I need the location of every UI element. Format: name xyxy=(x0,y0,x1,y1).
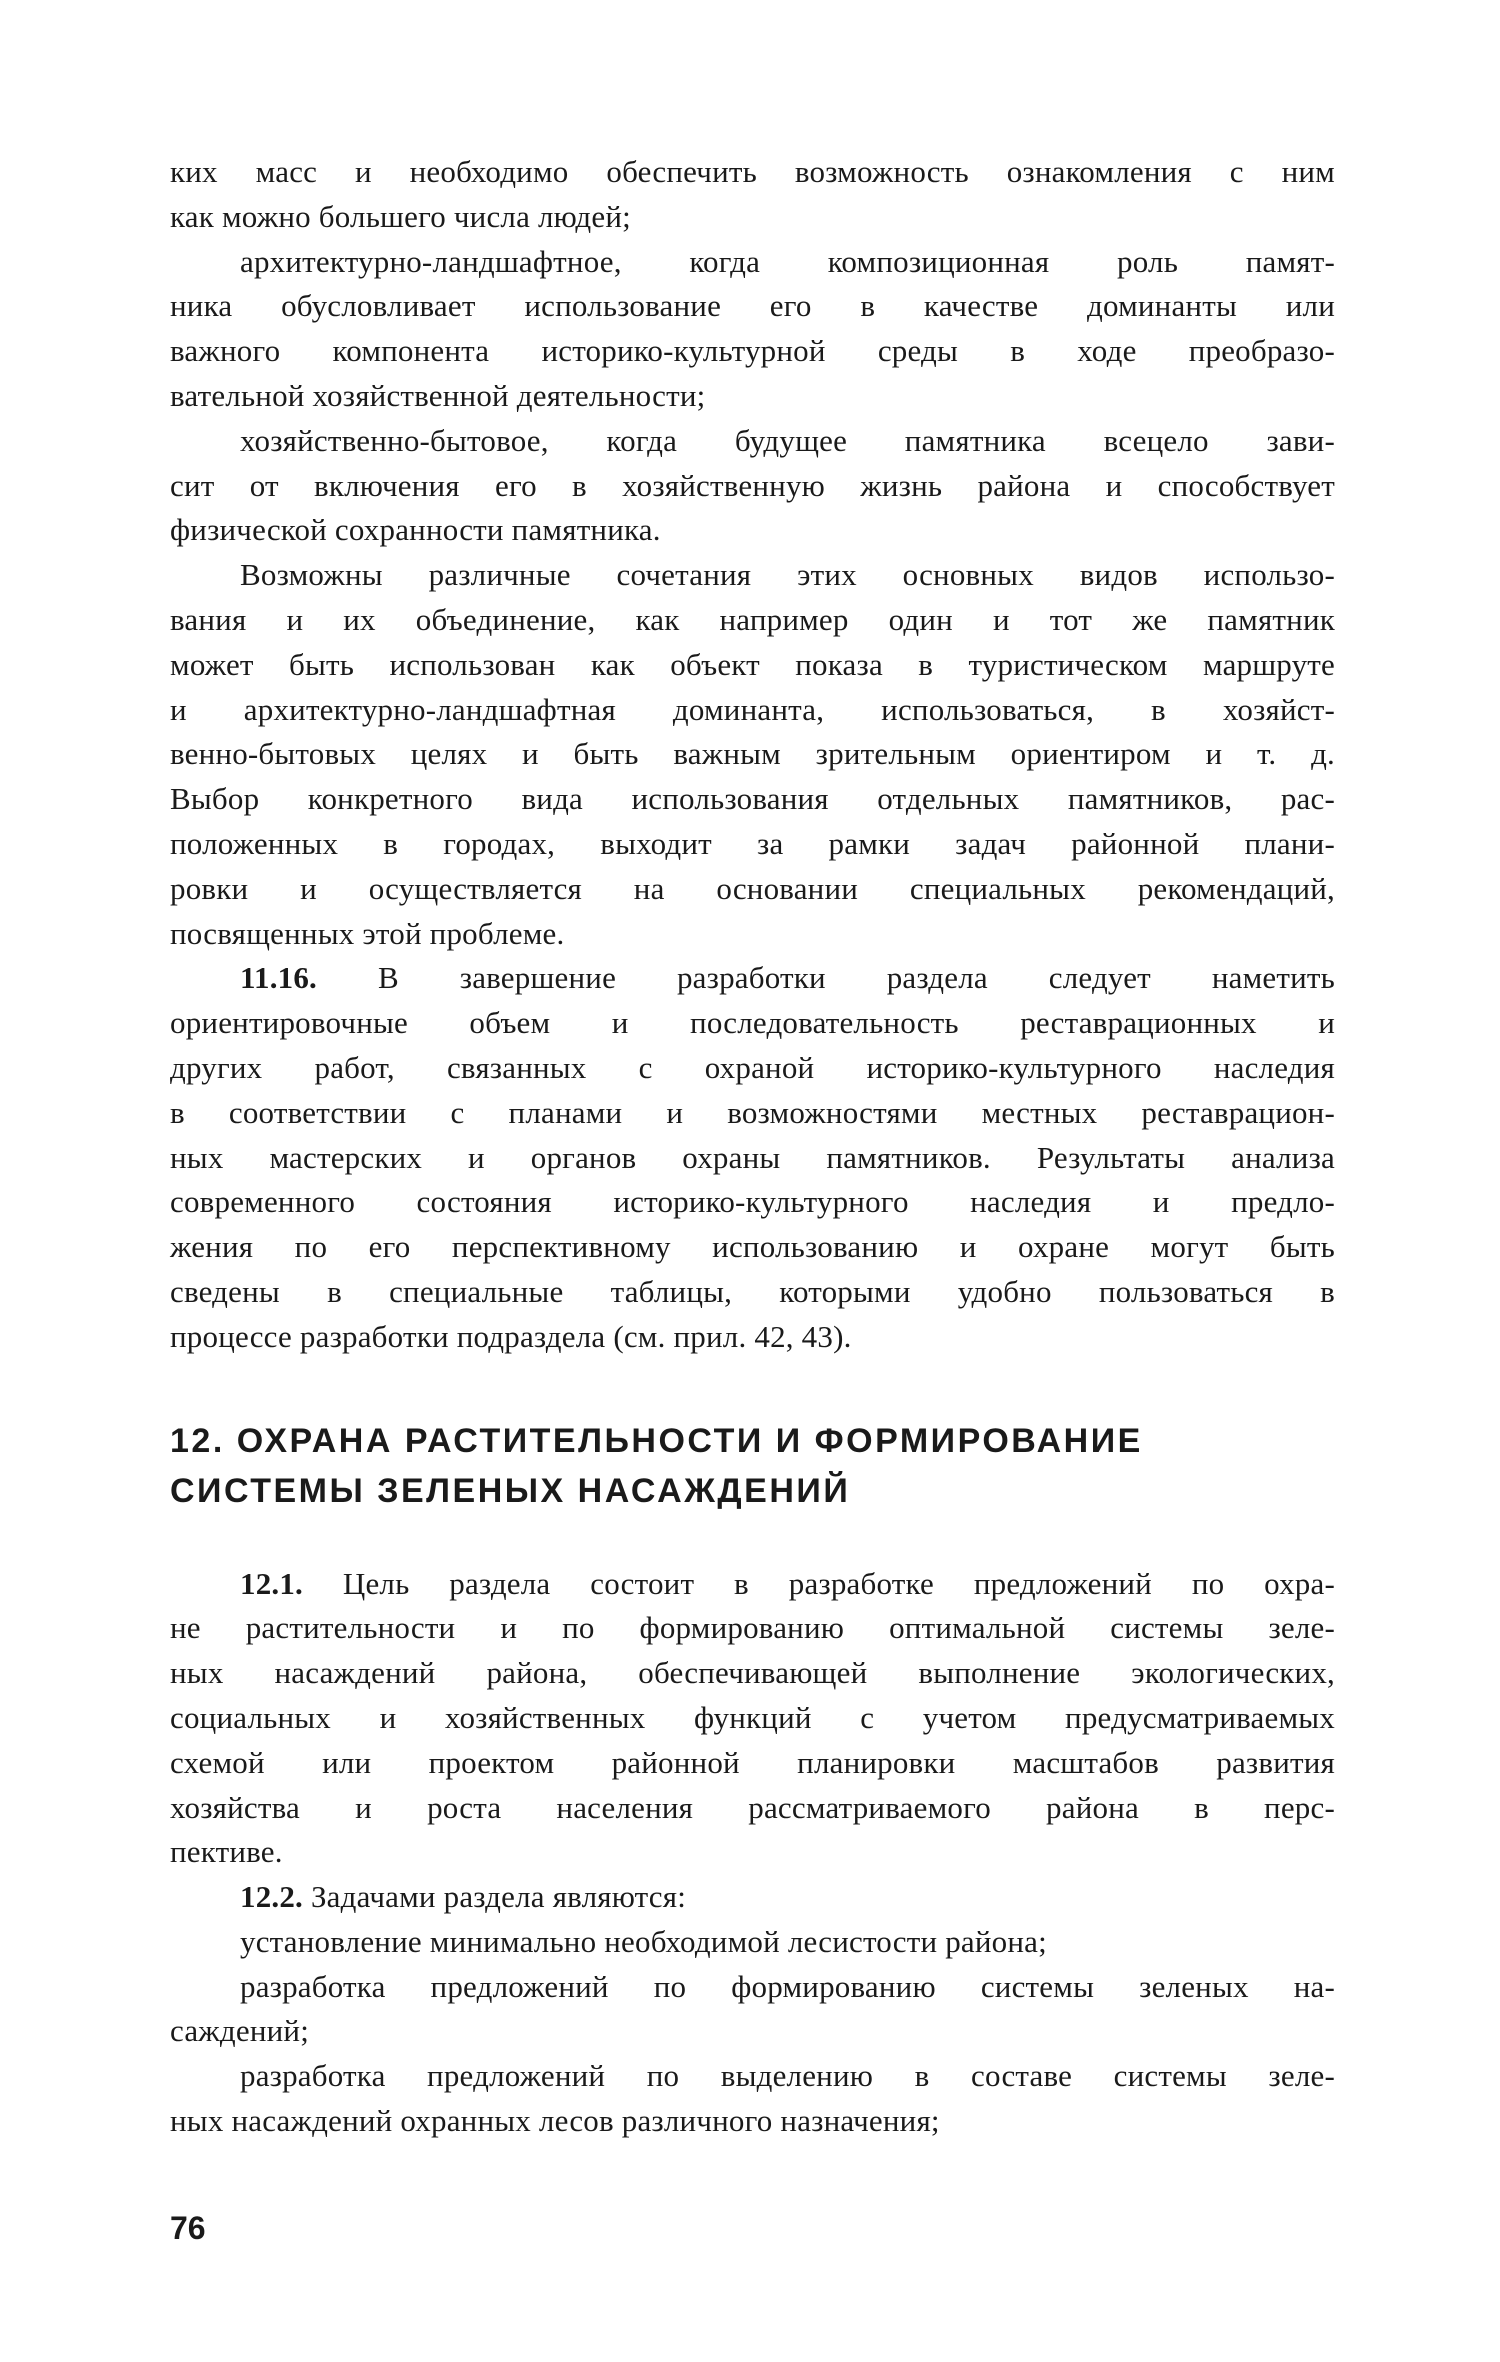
section-heading-line: СИСТЕМЫ ЗЕЛЕНЫХ НАСАЖДЕНИЙ xyxy=(170,1471,851,1510)
text-line: Возможны различные сочетания этих основных видов использо- xyxy=(240,557,1335,593)
text-line-content: В завершение разработки раздела следует наметить xyxy=(377,960,1335,996)
text-line: вательной хозяйственной деятельности; xyxy=(170,377,706,413)
paragraph-12-1 xyxy=(170,1562,1335,1876)
text-line: ных насаждений охранных лесов различного назначения; xyxy=(170,2103,940,2139)
spacer xyxy=(170,1360,1335,1416)
text-line: ных мастерских и органов охраны памятников. Результаты анализа xyxy=(170,1139,1335,1175)
text-line: саждений; xyxy=(170,2013,310,2049)
text-line: хозяйства и роста населения рассматриваемого района в перс- xyxy=(170,1789,1335,1825)
section-number: 12.1. xyxy=(240,1565,303,1601)
text-line: ника обусловливает использование его в качестве доминанты или xyxy=(170,288,1335,324)
text-line: жения по его перспективному использованию и охране могут быть xyxy=(170,1229,1335,1265)
text-line: важного компонента историко-культурной среды в ходе преобразо- xyxy=(170,333,1335,369)
paragraph-economic-household xyxy=(170,419,1335,553)
text-line: разработка предложений по формированию системы зеленых на- xyxy=(240,1968,1335,2004)
page-number: 76 xyxy=(170,2210,206,2246)
text-line: схемой или проектом районной планировки масштабов развития xyxy=(170,1744,1335,1780)
text-line-content: Цель раздела состоит в разработке предложений по охра- xyxy=(342,1565,1335,1601)
text-line: архитектурно-ландшафтное, когда композиционная роль памят- xyxy=(240,243,1335,279)
text-line: и архитектурно-ландшафтная доминанта, использоваться, в хозяйст- xyxy=(170,691,1335,727)
text-line: Выбор конкретного вида использования отдельных памятников, рас- xyxy=(170,781,1335,817)
section-number: 11.16. xyxy=(240,960,317,996)
text-line: ориентировочные объем и последовательность реставрационных и xyxy=(170,1005,1335,1041)
text-line: посвященных этой проблеме. xyxy=(170,915,565,951)
text-line: разработка предложений по выделению в составе системы зеле- xyxy=(240,2058,1335,2094)
section-heading xyxy=(170,1416,1335,1516)
spacer xyxy=(170,1516,1335,1562)
text-line: не растительности и по формированию оптимальной системы зеле- xyxy=(170,1610,1335,1646)
text-line: установление минимально необходимой лесистости района; xyxy=(240,1923,1047,1959)
paragraph-continuation xyxy=(170,150,1335,240)
text-line: сит от включения его в хозяйственную жизнь района и способствует xyxy=(170,467,1335,503)
section-number: 12.2. xyxy=(240,1879,303,1915)
list-item-protective-forests xyxy=(170,2054,1335,2144)
text-line: венно-бытовых целях и быть важным зрительным ориентиром и т. д. xyxy=(170,736,1335,772)
page-content xyxy=(170,150,1335,2144)
text-line: ровки и осуществляется на основании специальных рекомендаций, xyxy=(170,870,1335,906)
text-line: процессе разработки подраздела (см. прил. 42, 43). xyxy=(170,1318,852,1354)
section-heading-line: 12. ОХРАНА РАСТИТЕЛЬНОСТИ И ФОРМИРОВАНИЕ xyxy=(170,1421,1143,1460)
text-line: ных насаждений района, обеспечивающей выполнение экологических, xyxy=(170,1655,1335,1691)
text-line xyxy=(170,1875,1335,1920)
text-line: хозяйственно-бытовое, когда будущее памятника всецело зави- xyxy=(240,422,1335,458)
paragraph-11-16 xyxy=(170,956,1335,1359)
text-line: сведены в специальные таблицы, которыми удобно пользоваться в xyxy=(170,1273,1335,1309)
text-line: современного состояния историко-культурного наследия и предло- xyxy=(170,1184,1335,1220)
list-item-green-system xyxy=(170,1965,1335,2055)
text-line: может быть использован как объект показа в туристическом маршруте xyxy=(170,646,1335,682)
text-line: положенных в городах, выходит за рамки задач районной плани- xyxy=(170,825,1335,861)
paragraph-12-2 xyxy=(170,1875,1335,1920)
text-line-content: Задачами раздела являются: xyxy=(310,1879,687,1915)
text-line xyxy=(170,1562,1335,1607)
text-line: пективе. xyxy=(170,1834,283,1870)
text-line xyxy=(170,956,1335,1001)
text-line: вания и их объединение, как например один и тот же памятник xyxy=(170,601,1335,637)
text-line: других работ, связанных с охраной историко-культурного наследия xyxy=(170,1049,1335,1085)
text-line: в соответствии с планами и возможностями местных реставрацион- xyxy=(170,1094,1335,1130)
text-line: физической сохранности памятника. xyxy=(170,512,661,548)
list-item-forest-cover xyxy=(170,1920,1335,1965)
paragraph-architectural-landscape xyxy=(170,240,1335,419)
text-line: ких масс и необходимо обеспечить возможность ознакомления с ним xyxy=(170,154,1335,189)
text-line: социальных и хозяйственных функций с учетом предусматриваемых xyxy=(170,1699,1335,1735)
paragraph-combinations xyxy=(170,553,1335,956)
text-line: как можно большего числа людей; xyxy=(170,198,631,234)
